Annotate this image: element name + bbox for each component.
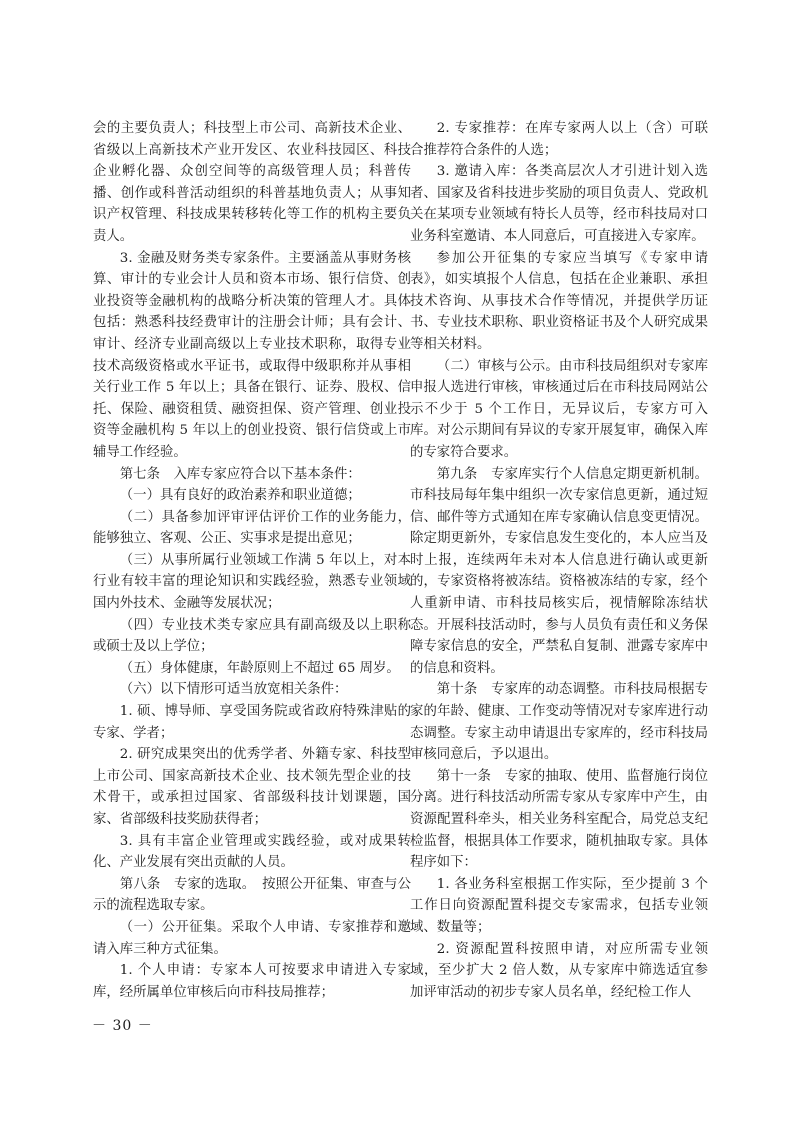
paragraph: 2. 资源配置科按照申请，对应所需专业领域，至少扩大 2 倍人数，从专家库中筛选适宜参加评审活动的初步专家人员名单，经纪检工作人	[410, 941, 708, 1000]
paragraph: 3. 具有丰富企业管理或实践经验，或对成果转化、产业发展有突出贡献的人员。	[93, 833, 411, 871]
paragraph: 第十条 专家库的动态调整。市科技局根据专家的年龄、健康、工作变动等情况对专家库进行动态调整。专家主动申请退出专家库的，经市科技局审核同意后，予以退出。	[410, 682, 708, 763]
paragraph: 1. 个人申请：专家本人可按要求申请进入专家库，经所属单位审核后向市科技局推荐；	[93, 963, 411, 1000]
paragraph: 2. 专家推荐：在库专家两人以上（含）可联合推荐符合条件的人选；	[410, 121, 708, 158]
paragraph: （六）以下情形可适当放宽相关条件：	[119, 682, 348, 698]
paragraph: 参加公开征集的专家应当填写《专家申请表》，如实填报个人信息，包括在企业兼职、承担技术咨询、从事技术合作等情况，并提供学历证书、专业技术职称、职业资格证书及个人研究成果等相关材料。	[410, 250, 708, 352]
paragraph: 第七条 入库专家应符合以下基本条件：	[119, 466, 361, 482]
page-number: － 30 －	[92, 1018, 153, 1034]
paragraph: （五）身体健康，年龄原则上不超过 65 周岁。	[119, 660, 400, 676]
paragraph: （二）具备参加评审评估评价工作的业务能力，能够独立、客观、公正、实事求是提出意见；	[93, 509, 411, 547]
paragraph: 3. 邀请入库：各类高层次人才引进计划入选者、国家及省科技进步奖励的项目负责人、党政机关在某项专业领域有特长人员等，经市科技局对口业务科室邀请、本人同意后，可直接进入专家库。	[410, 164, 708, 244]
paragraph: 第八条 专家的选取。 按照公开征集、审查与公示的流程选取专家。	[93, 876, 411, 914]
paragraph: 第十一条 专家的抽取、使用、监督施行岗位分离。进行科技活动所需专家从专家库中产生，由资源配置科牵头，相关业务科室配合，局党总支纪检监督，根据具体工作要求，随机抽取专家。具体程序如下：	[410, 768, 708, 871]
right-column	[410, 118, 708, 1003]
paragraph: 第九条 专家库实行个人信息定期更新机制。市科技局每年集中组织一次专家信息更新，通过短信、邮件等方式通知在库专家确认信息变更情况。除定期更新外，专家信息发生变化的，本人应当及时上报，连续两年未对本人信息进行确认或更新的，专家资格将被冻结。资格被冻结的专家，经个人重新申请、市科技局核实后，视情解除冻结状态。开展科技活动时，参与人员负有责任和义务保障专家信息的安全，严禁私自复制、泄露专家库中的信息和资料。	[410, 466, 708, 676]
paragraph: 会的主要负责人；科技型上市公司、高新技术企业、省级以上高新技术产业开发区、农业科技园区、科技企业孵化器、众创空间等的高级管理人员；科普传播、创作或科普活动组织的科普基地负责人；从事知识产权管理、科技成果转移转化等工作的机构主要负责人。	[93, 121, 411, 244]
paragraph: 3. 金融及财务类专家条件。主要涵盖从事财务核算、审计的专业会计人员和资本市场、银行信贷、创业投资等金融机构的战略分析决策的管理人才。具体包括：熟悉科技经费审计的注册会计师；具有会计、审计、经济专业副高级以上专业技术职称，取得专业技术高级资格或水平证书，或取得中级职称并从事相关行业工作 5 年以上；具备在银行、证券、股权、信托、保险、融资租赁、融资担保、资产管理、创业投资等金融机构 5 年以上的创业投资、银行信贷或上市辅导工作经验。	[93, 250, 411, 460]
left-column	[93, 118, 411, 1003]
paragraph: （二）审核与公示。由市科技局组织对专家库申报人选进行审核，审核通过后在市科技局网站公示不少于 5 个工作日，无异议后，专家方可入库。对公示期间有异议的专家开展复审，确保入库的专家符合要求。	[410, 358, 708, 460]
paragraph: （一）公开征集。采取个人申请、专家推荐和邀请入库三种方式征集。	[93, 919, 411, 957]
paragraph: （三）从事所属行业领域工作满 5 年以上，对本行业有较丰富的理论知识和实践经验，熟悉专业领域国内外技术、金融等发展状况；	[93, 552, 411, 612]
paragraph: 1. 各业务科室根据工作实际，至少提前 3 个工作日向资源配置科提交专家需求，包括专业领域、数量等；	[410, 876, 708, 935]
paragraph: 1. 硕、博导师、享受国务院或省政府特殊津贴的专家、学者；	[93, 704, 411, 741]
paragraph: 2. 研究成果突出的优秀学者、外籍专家、科技型上市公司、国家高新技术企业、技术领先型企业的技术骨干，或承担过国家、省部级科技计划课题，国家、省部级科技奖励获得者；	[93, 747, 411, 827]
paragraph: （一）具有良好的政治素养和职业道德；	[119, 488, 361, 504]
paragraph: （四）专业技术类专家应具有副高级及以上职称或硕士及以上学位；	[93, 617, 411, 655]
